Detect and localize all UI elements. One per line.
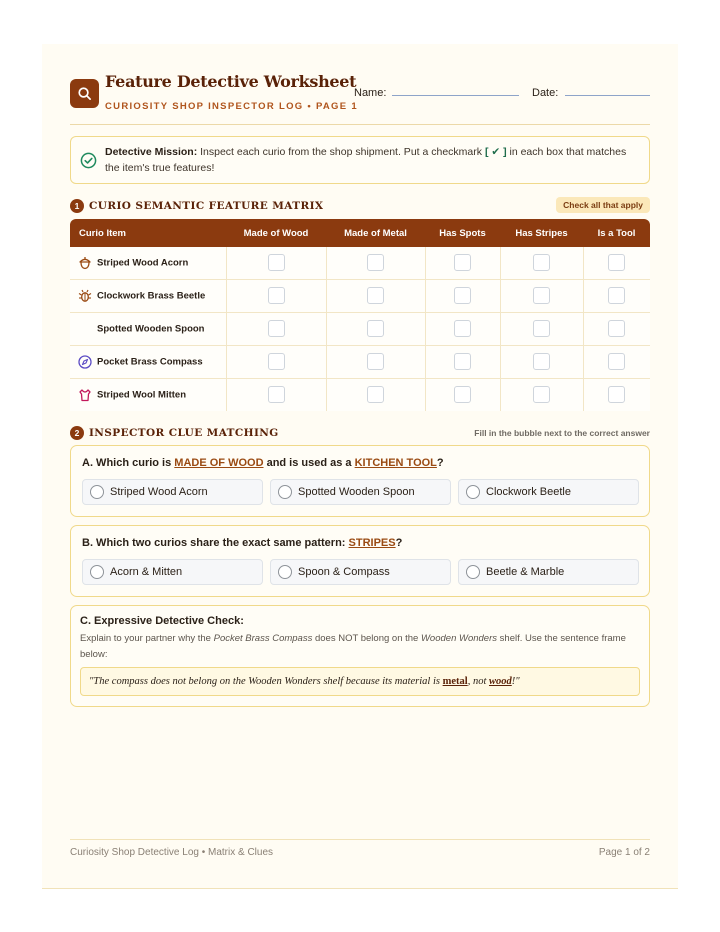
checkbox-cell <box>583 313 650 346</box>
checkbox-cell <box>326 280 425 313</box>
search-icon <box>70 79 99 108</box>
radio-button[interactable] <box>278 485 292 499</box>
checkbox-cell <box>500 247 583 280</box>
column-header: Has Spots <box>425 219 500 247</box>
mitten-icon <box>78 388 92 402</box>
feature-checkbox[interactable] <box>367 254 384 271</box>
table-row <box>70 345 650 378</box>
feature-checkbox[interactable] <box>367 386 384 403</box>
feature-checkbox[interactable] <box>533 320 550 337</box>
answer-option[interactable]: Clockwork Beetle <box>458 479 639 505</box>
feature-checkbox[interactable] <box>367 353 384 370</box>
checkbox-cell <box>500 378 583 411</box>
date-field[interactable] <box>565 95 650 96</box>
feature-checkbox[interactable] <box>608 353 625 370</box>
checkbox-cell <box>425 280 500 313</box>
curio-cell: Spotted Wooden Spoon <box>70 313 226 346</box>
checkbox-cell <box>226 345 326 378</box>
feature-checkbox[interactable] <box>454 386 471 403</box>
curio-cell: Pocket Brass Compass <box>70 345 226 378</box>
feature-checkbox[interactable] <box>268 320 285 337</box>
question-text: B. Which two curios share the exact same pattern: STRIPES? <box>82 537 403 549</box>
section-title: CURIO SEMANTIC FEATURE MATRIX <box>89 200 324 212</box>
check-circle-icon <box>80 152 97 174</box>
curio-cell: Striped Wool Mitten <box>70 378 226 411</box>
checkbox-cell <box>226 313 326 346</box>
mission-box <box>70 136 650 184</box>
checkbox-cell <box>326 247 425 280</box>
feature-checkbox[interactable] <box>608 287 625 304</box>
question-text: A. Which curio is MADE OF WOOD and is used as a KITCHEN TOOL? <box>82 457 444 469</box>
feature-checkbox[interactable] <box>367 320 384 337</box>
section-title: INSPECTOR CLUE MATCHING <box>89 427 279 439</box>
radio-button[interactable] <box>90 565 104 579</box>
table-row <box>70 378 650 411</box>
answer-option[interactable]: Acorn & Mitten <box>82 559 263 585</box>
checkbox-cell <box>500 280 583 313</box>
answer-option[interactable]: Beetle & Marble <box>458 559 639 585</box>
question-instructions: Explain to your partner why the Pocket Brass Compass does NOT belong on the Wooden Wonders shelf. Use the sentence frame below: <box>80 633 626 660</box>
answer-option[interactable]: Spotted Wooden Spoon <box>270 479 451 505</box>
checkbox-cell <box>226 378 326 411</box>
footer-text: Curiosity Shop Detective Log • Matrix & Clues <box>70 847 274 858</box>
feature-checkbox[interactable] <box>268 353 285 370</box>
section-number: 1 <box>70 199 84 213</box>
name-label: Name: <box>354 87 387 99</box>
checkbox-cell <box>583 345 650 378</box>
feature-checkbox[interactable] <box>454 320 471 337</box>
answer-option[interactable]: Spoon & Compass <box>270 559 451 585</box>
feature-checkbox[interactable] <box>454 353 471 370</box>
checkbox-cell <box>226 247 326 280</box>
checkbox-cell <box>425 345 500 378</box>
compass-icon <box>78 355 92 369</box>
instruction-hint: Fill in the bubble next to the correct answer <box>474 428 650 438</box>
feature-checkbox[interactable] <box>608 254 625 271</box>
checkbox-cell <box>425 378 500 411</box>
radio-button[interactable] <box>466 485 480 499</box>
name-field[interactable] <box>392 95 519 96</box>
column-header: Is a Tool <box>583 219 650 247</box>
mission-text: Detective Mission: Inspect each curio from the shop shipment. Put a checkmark [ ✔ ] in each box that matches the item's true features! <box>105 146 627 174</box>
curio-cell: Striped Wood Acorn <box>70 247 226 280</box>
question-card-b <box>70 525 650 597</box>
sentence-frame[interactable]: "The compass does not belong on the Wooden Wonders shelf because its material is metal, not wood!" <box>80 667 640 696</box>
table-row <box>70 247 650 280</box>
column-header: Made of Metal <box>326 219 425 247</box>
feature-matrix <box>70 219 650 411</box>
worksheet-page <box>42 44 678 889</box>
column-header: Made of Wood <box>226 219 326 247</box>
feature-checkbox[interactable] <box>454 287 471 304</box>
radio-button[interactable] <box>90 485 104 499</box>
question-card-c <box>70 605 650 707</box>
feature-checkbox[interactable] <box>608 320 625 337</box>
footer-divider <box>70 839 650 840</box>
feature-checkbox[interactable] <box>533 287 550 304</box>
checkbox-cell <box>326 378 425 411</box>
feature-checkbox[interactable] <box>268 287 285 304</box>
checkbox-cell <box>326 345 425 378</box>
feature-checkbox[interactable] <box>608 386 625 403</box>
acorn-icon <box>78 256 92 270</box>
column-header: Has Stripes <box>500 219 583 247</box>
checkbox-cell <box>226 280 326 313</box>
feature-checkbox[interactable] <box>268 386 285 403</box>
page-number: Page 1 of 2 <box>598 847 650 858</box>
checkbox-cell <box>425 313 500 346</box>
checkbox-cell <box>583 247 650 280</box>
page-title: Feature Detective Worksheet <box>105 72 357 91</box>
answer-option[interactable]: Striped Wood Acorn <box>82 479 263 505</box>
checkbox-cell <box>500 345 583 378</box>
radio-button[interactable] <box>466 565 480 579</box>
feature-checkbox[interactable] <box>268 254 285 271</box>
checkbox-cell <box>425 247 500 280</box>
page-subtitle: CURIOSITY SHOP INSPECTOR LOG • PAGE 1 <box>105 101 358 112</box>
header-divider <box>70 124 650 125</box>
feature-checkbox[interactable] <box>533 254 550 271</box>
table-row <box>70 280 650 313</box>
feature-checkbox[interactable] <box>454 254 471 271</box>
checkbox-cell <box>500 313 583 346</box>
checkbox-cell <box>583 378 650 411</box>
feature-checkbox[interactable] <box>533 386 550 403</box>
table-row <box>70 313 650 346</box>
question-card-a <box>70 445 650 517</box>
column-header: Curio Item <box>70 219 226 247</box>
radio-button[interactable] <box>278 565 292 579</box>
checkbox-cell <box>326 313 425 346</box>
date-label: Date: <box>532 87 559 99</box>
section-number: 2 <box>70 426 84 440</box>
curio-cell: Clockwork Brass Beetle <box>70 280 226 313</box>
checkbox-cell <box>583 280 650 313</box>
instruction-badge: Check all that apply <box>556 197 650 213</box>
feature-checkbox[interactable] <box>533 353 550 370</box>
question-title: C. Expressive Detective Check: <box>80 615 244 627</box>
beetle-icon <box>78 289 92 303</box>
feature-checkbox[interactable] <box>367 287 384 304</box>
